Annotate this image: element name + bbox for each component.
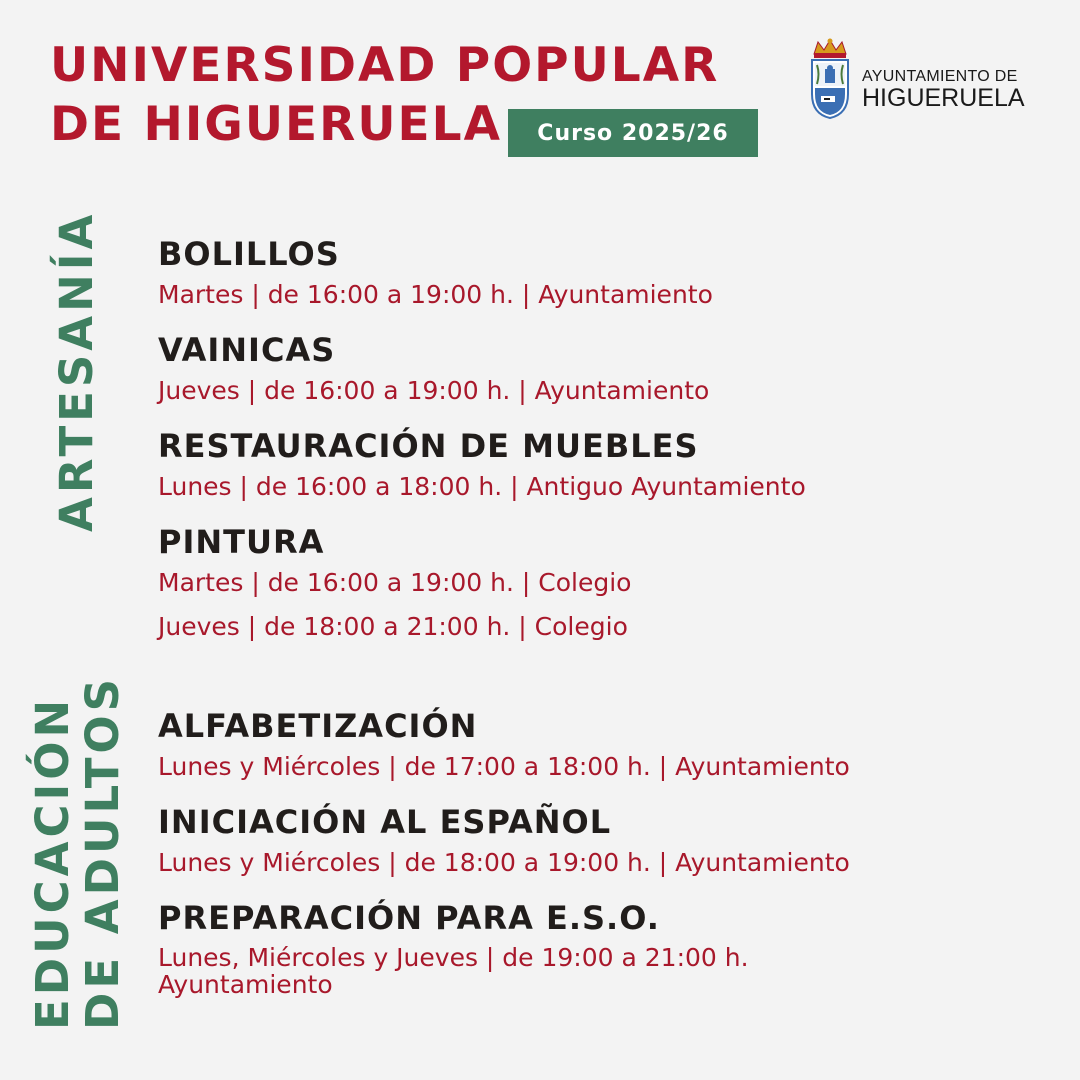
course-iniciacion-espanol (158, 802, 1058, 878)
course-name: PREPARACIÓN PARA E.S.O. (158, 899, 660, 937)
course-vainicas (158, 330, 1058, 406)
course-schedule: Jueves | de 18:00 a 21:00 h. | Colegio (158, 612, 628, 641)
section-label-artesania (50, 210, 103, 532)
course-schedule: Lunes, Miércoles y Jueves | de 19:00 a 21:00 h. (158, 943, 749, 972)
course-schedule: Jueves | de 16:00 a 19:00 h. | Ayuntamiento (158, 376, 710, 405)
course-schedule: Martes | de 16:00 a 19:00 h. | Colegio (158, 568, 632, 597)
course-bolillos (158, 234, 1058, 310)
course-schedule: Lunes | de 16:00 a 18:00 h. | Antiguo Ayuntamiento (158, 472, 806, 501)
course-year-badge: Curso 2025/26 (508, 109, 758, 157)
course-schedule: Lunes y Miércoles | de 17:00 a 18:00 h. | Ayuntamiento (158, 752, 850, 781)
section-label-educacion-line-2: DE ADULTOS (76, 674, 129, 1030)
course-alfabetizacion (158, 706, 1058, 782)
title-line-2: DE HIGUERUELA (50, 97, 502, 152)
title-line-1: UNIVERSIDAD POPULAR (50, 38, 720, 93)
section-label-educacion-line-1: EDUCACIÓN (26, 695, 79, 1030)
course-name: BOLILLOS (158, 235, 340, 273)
course-name: PINTURA (158, 523, 325, 561)
section-label-artesania-text: ARTESANÍA (50, 210, 103, 532)
course-schedule: Martes | de 16:00 a 19:00 h. | Ayuntamiento (158, 280, 713, 309)
course-name: RESTAURACIÓN DE MUEBLES (158, 427, 699, 465)
municipality-logo (808, 38, 1048, 120)
logo-org-name: HIGUERUELA (862, 84, 1025, 112)
course-preparacion-eso (158, 898, 1058, 998)
course-schedule-continued: Ayuntamiento (158, 970, 333, 999)
course-name: VAINICAS (158, 331, 336, 369)
coat-of-arms-icon (808, 38, 852, 120)
course-name: ALFABETIZACIÓN (158, 707, 478, 745)
course-name: INICIACIÓN AL ESPAÑOL (158, 803, 612, 841)
logo-org-prefix: AYUNTAMIENTO DE (862, 68, 1018, 85)
section-label-educacion (26, 674, 129, 1030)
course-restauracion (158, 426, 1058, 502)
course-schedule: Lunes y Miércoles | de 18:00 a 19:00 h. | Ayuntamiento (158, 848, 850, 877)
course-pintura (158, 522, 1058, 642)
